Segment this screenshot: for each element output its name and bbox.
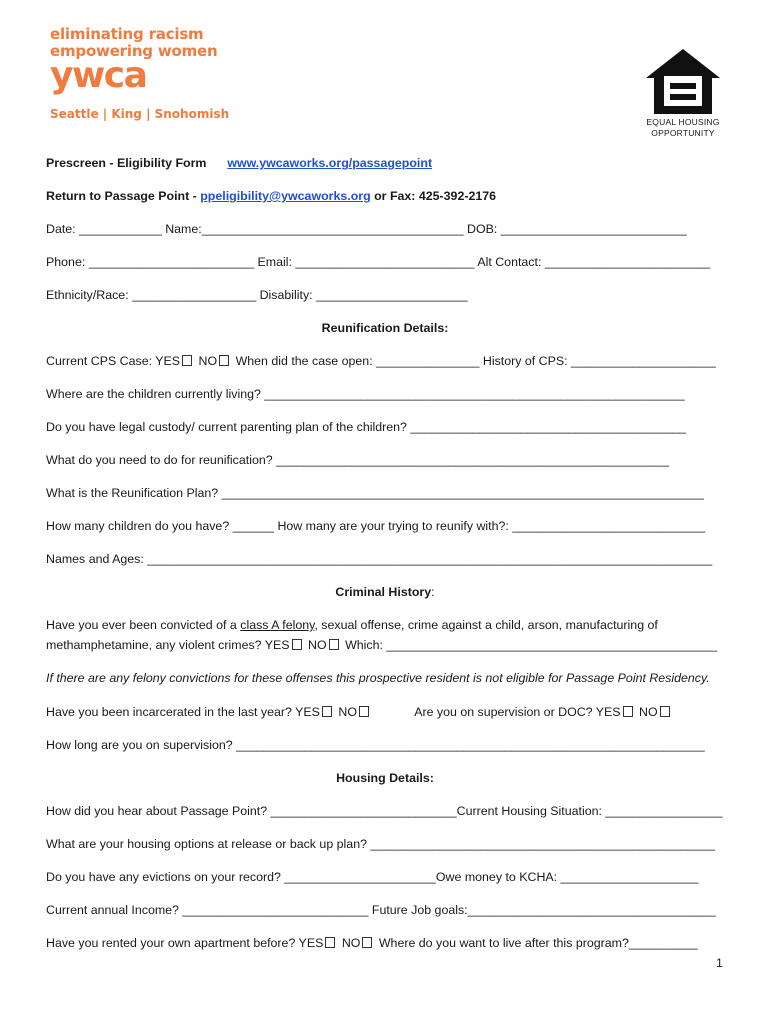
- meth-row: [46, 638, 717, 652]
- felony-question-row: [46, 618, 658, 632]
- evictions-row[interactable]: Do you have any evictions on your record? ______________________Owe money to KCHA: ____________________: [46, 870, 699, 884]
- children-living-row[interactable]: Where are the children currently living? _____________________________________________________________: [46, 387, 685, 401]
- housing-options-row[interactable]: What are your housing options at release or back up plan? __________________________________________________: [46, 837, 715, 851]
- form-title: Prescreen - Eligibility Form: [46, 156, 207, 170]
- supervision-no-checkbox[interactable]: [660, 706, 670, 717]
- return-prefix: Return to Passage Point -: [46, 189, 201, 203]
- cps-label: Current CPS Case: YES: [46, 354, 181, 368]
- form-title-row: [46, 156, 432, 170]
- incarceration-label: Have you been incarcerated in the last year? YES: [46, 705, 320, 719]
- names-ages-row[interactable]: Names and Ages: __________________________________________________________________________________: [46, 552, 713, 566]
- fax-text: or Fax: 425-392-2176: [370, 189, 497, 203]
- felony-no-checkbox[interactable]: [329, 639, 339, 650]
- section-criminal-title: Criminal History: [335, 585, 432, 599]
- phone-email-alt-row[interactable]: Phone: ________________________ Email: __________________________ Alt Contact: ________________________: [46, 255, 711, 269]
- ywca-logo: [50, 26, 229, 121]
- felony-note: If there are any felony convictions for these offenses this prospective resident is not eligible for Passage Point Residency.: [46, 671, 710, 685]
- rented-label: Have you rented your own apartment before? YES: [46, 936, 324, 950]
- logo-region: Seattle | King | Snohomish: [50, 107, 230, 121]
- felony-class-a: class A felony: [240, 618, 315, 632]
- which-field[interactable]: Which: ________________________________________________: [345, 638, 718, 652]
- felony-yes-checkbox[interactable]: [292, 639, 302, 650]
- page-number: 1: [716, 956, 723, 970]
- eho-caption-1: EQUAL HOUSING: [646, 117, 720, 127]
- cps-yes-checkbox[interactable]: [182, 355, 192, 366]
- supervision-no-label: NO: [639, 705, 658, 719]
- eho-caption-2: OPPORTUNITY: [651, 128, 715, 138]
- meth-no-label: NO: [308, 638, 327, 652]
- section-housing: Housing Details:: [336, 771, 434, 785]
- cps-open-history[interactable]: When did the case open: _______________ History of CPS: _____________________: [235, 354, 716, 368]
- felony-text-a: Have you ever been convicted of a: [46, 618, 241, 632]
- rented-row: [46, 936, 698, 950]
- supervision-length-row[interactable]: How long are you on supervision? ____________________________________________________________________: [46, 738, 705, 752]
- section-criminal-colon: :: [431, 585, 435, 599]
- rented-no-label: NO: [341, 936, 361, 950]
- reunification-need-row[interactable]: What do you need to do for reunification? _________________________________________________________: [46, 453, 669, 467]
- live-after-field[interactable]: Where do you want to live after this program?__________: [378, 936, 698, 950]
- felony-text-b: , sexual offense, crime against a child, arson, manufacturing of: [314, 618, 658, 632]
- equal-housing-house-icon: [644, 46, 722, 116]
- custody-row[interactable]: Do you have legal custody/ current parenting plan of the children? ________________________________________: [46, 420, 687, 434]
- logo-tagline-2: empowering women: [50, 42, 218, 60]
- section-reunification: Reunification Details:: [321, 321, 449, 335]
- cps-no-checkbox[interactable]: [219, 355, 229, 366]
- return-row: [46, 189, 496, 203]
- ethnicity-disability-row[interactable]: Ethnicity/Race: __________________ Disability: ______________________: [46, 288, 468, 302]
- children-count-row[interactable]: How many children do you have? ______ How many are your trying to reunify with?: ____________________________: [46, 519, 706, 533]
- incarceration-no-label: NO: [338, 705, 357, 719]
- supervision-yes-checkbox[interactable]: [623, 706, 633, 717]
- hear-housing-row[interactable]: How did you hear about Passage Point? ___________________________Current Housing Situation: _________________: [46, 804, 723, 818]
- equal-housing-logo: [640, 46, 726, 138]
- income-row[interactable]: Current annual Income? ___________________________ Future Job goals:____________________________________: [46, 903, 716, 917]
- incarceration-no-checkbox[interactable]: [359, 706, 369, 717]
- section-criminal: [0, 585, 770, 599]
- cps-no-label: NO: [198, 354, 218, 368]
- logo-tagline-1: eliminating racism: [50, 25, 204, 43]
- meth-label: methamphetamine, any violent crimes? YES: [46, 638, 290, 652]
- incarceration-row: [46, 705, 673, 719]
- supervision-label: Are you on supervision or DOC? YES: [414, 705, 621, 719]
- incarceration-yes-checkbox[interactable]: [322, 706, 332, 717]
- website-link[interactable]: www.ywcaworks.org/passagepoint: [227, 156, 433, 170]
- date-name-dob-row[interactable]: Date: ____________ Name:______________________________________ DOB: ___________________________: [46, 222, 687, 236]
- rented-yes-checkbox[interactable]: [325, 937, 335, 948]
- logo-brand: ywca: [50, 55, 147, 96]
- rented-no-checkbox[interactable]: [362, 937, 372, 948]
- cps-row: [46, 354, 716, 368]
- email-link[interactable]: ppeligibility@ywcaworks.org: [200, 189, 371, 203]
- reunification-plan-row[interactable]: What is the Reunification Plan? ______________________________________________________________________: [46, 486, 705, 500]
